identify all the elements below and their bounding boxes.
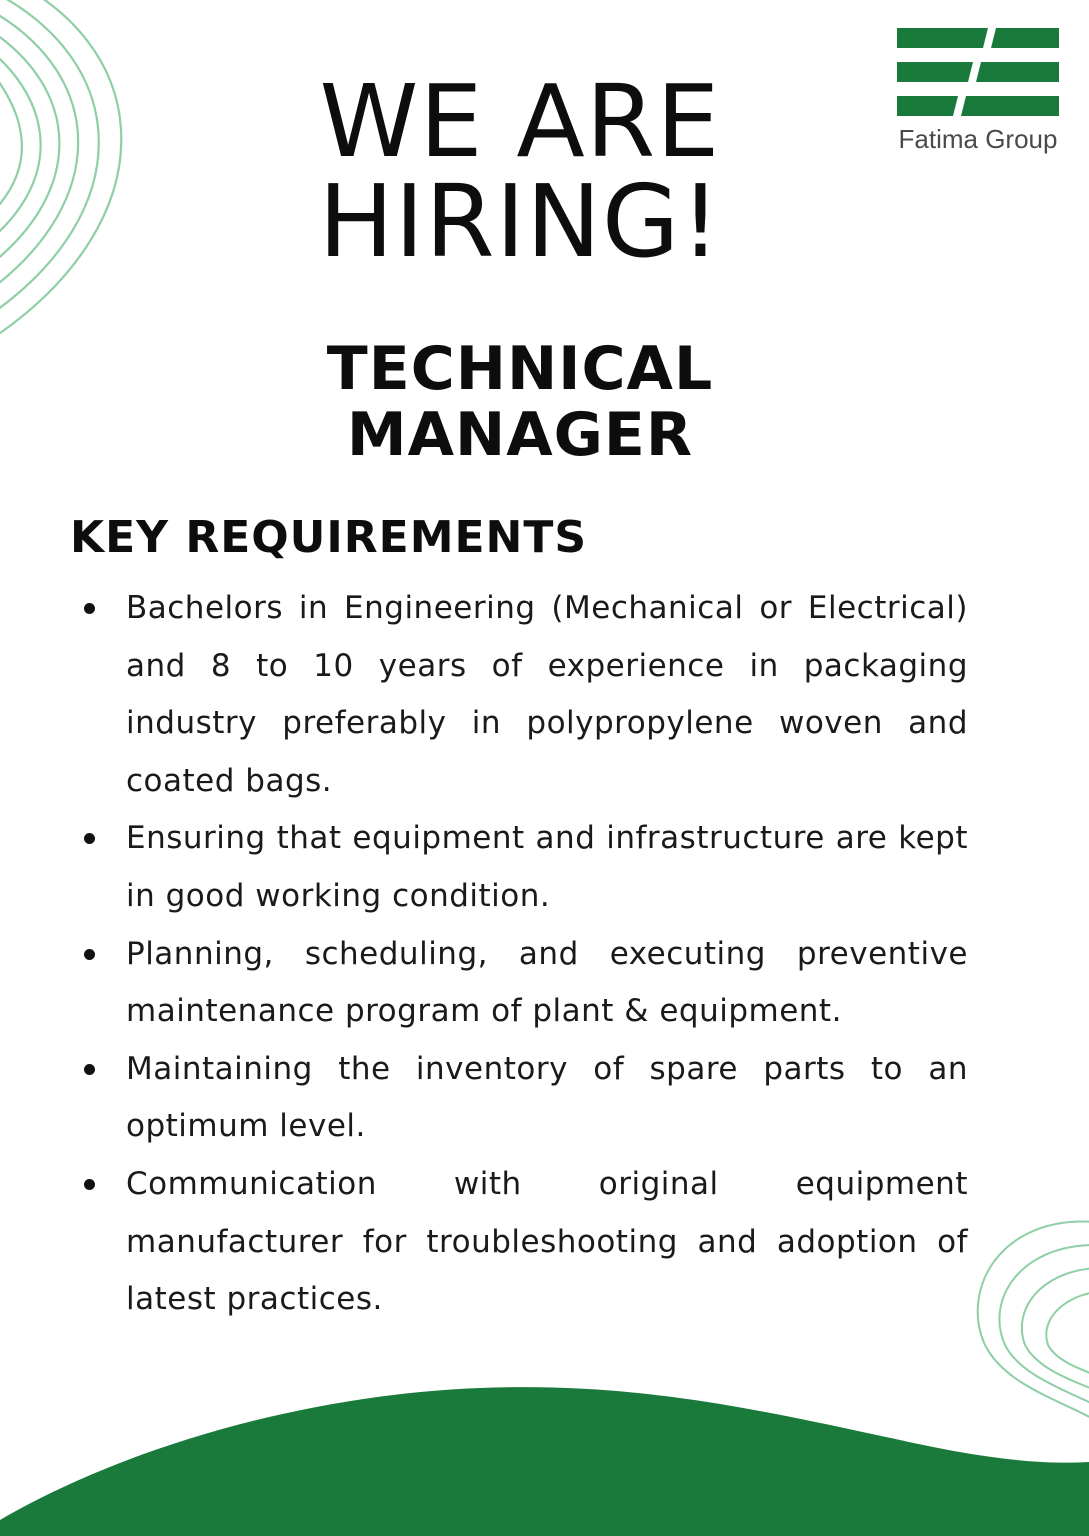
list-item: [126, 580, 968, 810]
requirement-text: Ensuring that equipment and infrastructure are kept in good working condition.: [126, 820, 968, 914]
bullet-icon: [84, 1064, 95, 1075]
requirement-text: Communication with original equipment manufacturer for troubleshooting and adoption of latest practices.: [126, 1165, 968, 1318]
bullet-icon: [84, 1179, 95, 1190]
headline-line-1: WE ARE: [319, 63, 721, 180]
list-item: [126, 926, 968, 1041]
key-requirements-heading: KEY REQUIREMENTS: [70, 512, 588, 563]
requirements-list: [126, 580, 968, 1329]
bullet-icon: [84, 949, 95, 960]
list-item: [126, 1041, 968, 1156]
hiring-headline: [0, 63, 1040, 280]
logo-wordmark: Fatima Group: [898, 124, 1058, 154]
requirement-text: Planning, scheduling, and executing preventive maintenance program of plant & equipment.: [126, 935, 968, 1030]
list-item: [126, 810, 968, 925]
job-title-line-2: MANAGER: [346, 400, 694, 470]
bullet-icon: [84, 603, 95, 614]
job-title-line-1: TECHNICAL: [326, 334, 714, 404]
job-title: [0, 336, 1040, 468]
headline-line-2: HIRING!: [318, 163, 722, 280]
requirement-text: Bachelors in Engineering (Mechanical or Electrical) and 8 to 10 years of experience in packaging industry preferably in polypropylene woven and coated bags.: [126, 590, 968, 799]
list-item: [126, 1156, 968, 1329]
requirement-text: Maintaining the inventory of spare parts to an optimum level.: [126, 1050, 968, 1145]
